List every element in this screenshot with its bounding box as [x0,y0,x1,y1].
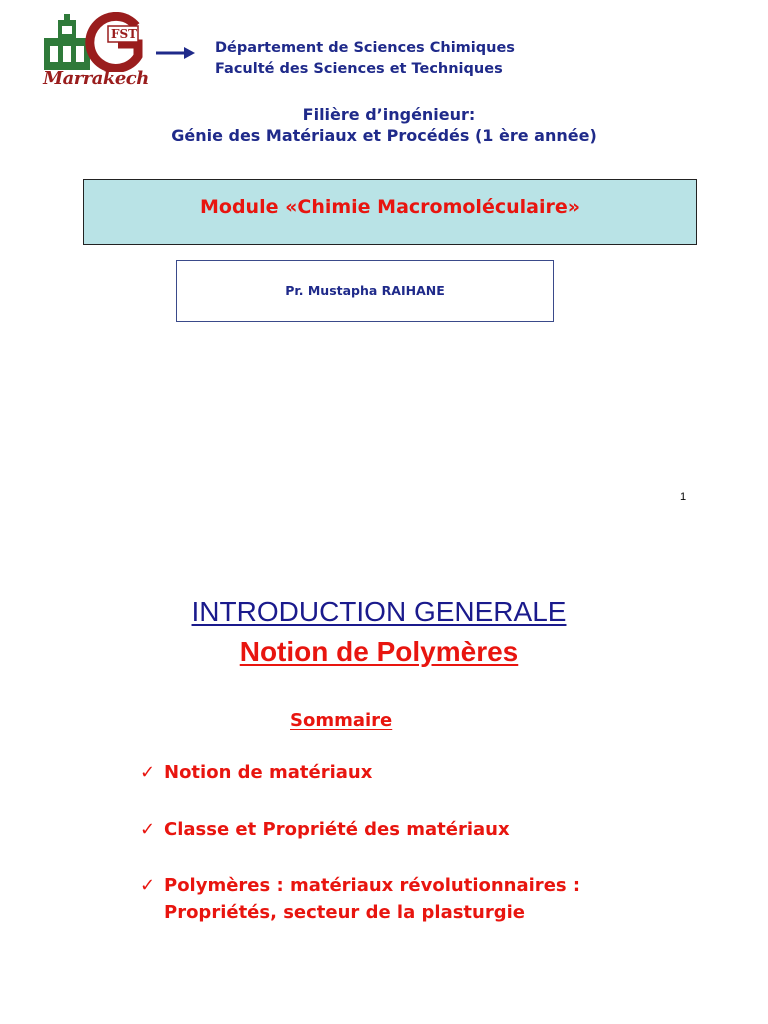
logo-wordmark: Marrakech [43,68,149,89]
summary-item-continuation: Propriétés, secteur de la plasturgie [164,902,525,923]
summary-item [140,816,510,843]
fst-marrakech-logo [40,12,148,94]
professor-box [176,260,554,322]
checkmark-icon: ✓ [140,762,156,783]
page-number: 1 [680,491,687,503]
institution-header [215,38,515,80]
module-box [83,179,697,245]
professor-name: Pr. Mustapha RAIHANE [285,283,445,298]
intro-title: INTRODUCTION GENERALE [191,596,567,627]
checkmark-icon: ✓ [140,819,156,840]
fst-badge-text: FST [111,27,138,41]
checkmark-icon: ✓ [140,875,156,896]
module-title: Module «Chimie Macromoléculaire» [200,196,580,218]
intro-subtitle: Notion de Polymères [239,636,519,667]
program-block [0,104,768,146]
summary-item-text: Notion de matériaux [164,762,373,783]
summary-heading: Sommaire [290,710,393,731]
building-emblem-icon [40,12,152,72]
summary-item [140,759,372,786]
program-line2: Génie des Matériaux et Procédés (1 ère année) [171,126,597,145]
faculty-name: Faculté des Sciences et Techniques [215,61,503,77]
arrow-right-icon [154,44,196,62]
summary-item-text: Polymères : matériaux révolutionnaires : [164,875,581,896]
summary-item [140,872,580,926]
summary-item-text: Classe et Propriété des matériaux [164,819,510,840]
department-name: Département de Sciences Chimiques [215,40,515,56]
program-line1: Filière d’ingénieur: [302,105,476,124]
